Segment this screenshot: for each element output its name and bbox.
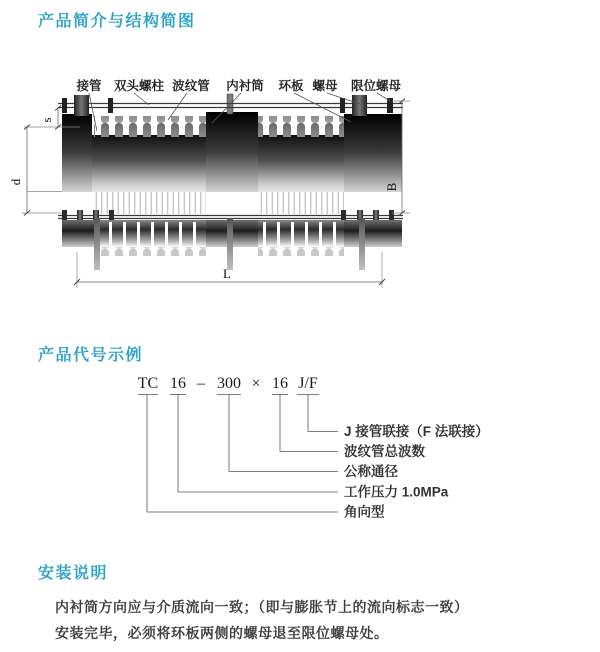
dim-l: L — [223, 266, 231, 281]
label-inner-sleeve: 内衬筒 — [226, 79, 264, 93]
code-waves: 16 — [272, 375, 288, 392]
code-type: TC — [137, 375, 159, 392]
stud-bottom-left — [94, 218, 100, 270]
dim-b: B — [384, 182, 399, 192]
mid-convolutions-right — [258, 192, 344, 214]
code-tree-lines — [138, 395, 338, 513]
right-pipe-stub — [344, 114, 402, 192]
section-title-intro: 产品简介与结构简图 — [38, 13, 196, 30]
code-dash: – — [197, 375, 205, 392]
label-bellows: 波纹管 — [172, 79, 210, 93]
nut-top-left-2 — [108, 98, 113, 113]
joint-body-bottom — [58, 210, 403, 270]
label-stud-bolt: 双头螺柱 — [113, 79, 165, 93]
product-code-diagram — [0, 370, 600, 535]
bellows-right-body — [258, 135, 344, 192]
annotation-nominal-diameter: 公称通径 — [344, 464, 398, 479]
stud-bottom-center — [227, 218, 233, 270]
code-diameter: 300 — [217, 375, 241, 392]
section-title-install: 安装说明 — [38, 565, 109, 582]
label-connecting-pipe: 接管 — [76, 79, 102, 93]
label-nut: 螺母 — [312, 79, 338, 93]
bellows-left-fins — [94, 116, 206, 137]
nut-top-right-small — [340, 98, 345, 113]
annotation-working-pressure: 工作压力 1.0MPa — [344, 484, 449, 500]
code-pressure: 16 — [170, 375, 186, 392]
stud-bottom-right — [359, 218, 365, 270]
limit-nut-top-right — [387, 98, 393, 113]
section-title-code: 产品代号示例 — [38, 347, 144, 364]
annotation-connection: J 接管联接（F 法联接） — [344, 424, 489, 439]
nut-top-right-big — [352, 95, 367, 116]
center-sleeve — [206, 112, 258, 192]
dim-d: d — [8, 178, 23, 186]
annotation-wave-count: 波纹管总波数 — [344, 444, 425, 459]
install-line-2: 安装完毕，必须将环板两侧的螺母退至限位螺母处。 — [55, 625, 389, 641]
label-ring-plate: 环板 — [278, 79, 304, 93]
annotation-angular-type: 角向型 — [344, 504, 385, 520]
nut-top-left-big — [74, 95, 89, 116]
install-instructions — [55, 594, 575, 646]
bellows-right-fins — [258, 116, 344, 137]
code-connection: J/F — [298, 375, 318, 392]
bellows-left-body — [92, 135, 206, 192]
install-line-1: 内衬筒方向应与介质流向一致；（即与膨胀节上的流向标志一致） — [55, 599, 469, 615]
left-pipe-stub — [62, 114, 92, 192]
code-times: × — [251, 375, 261, 392]
label-limit-nut: 限位螺母 — [350, 79, 402, 93]
nut-top-left-small — [62, 98, 67, 113]
structure-diagram — [0, 60, 600, 310]
dim-s: s — [39, 117, 54, 123]
